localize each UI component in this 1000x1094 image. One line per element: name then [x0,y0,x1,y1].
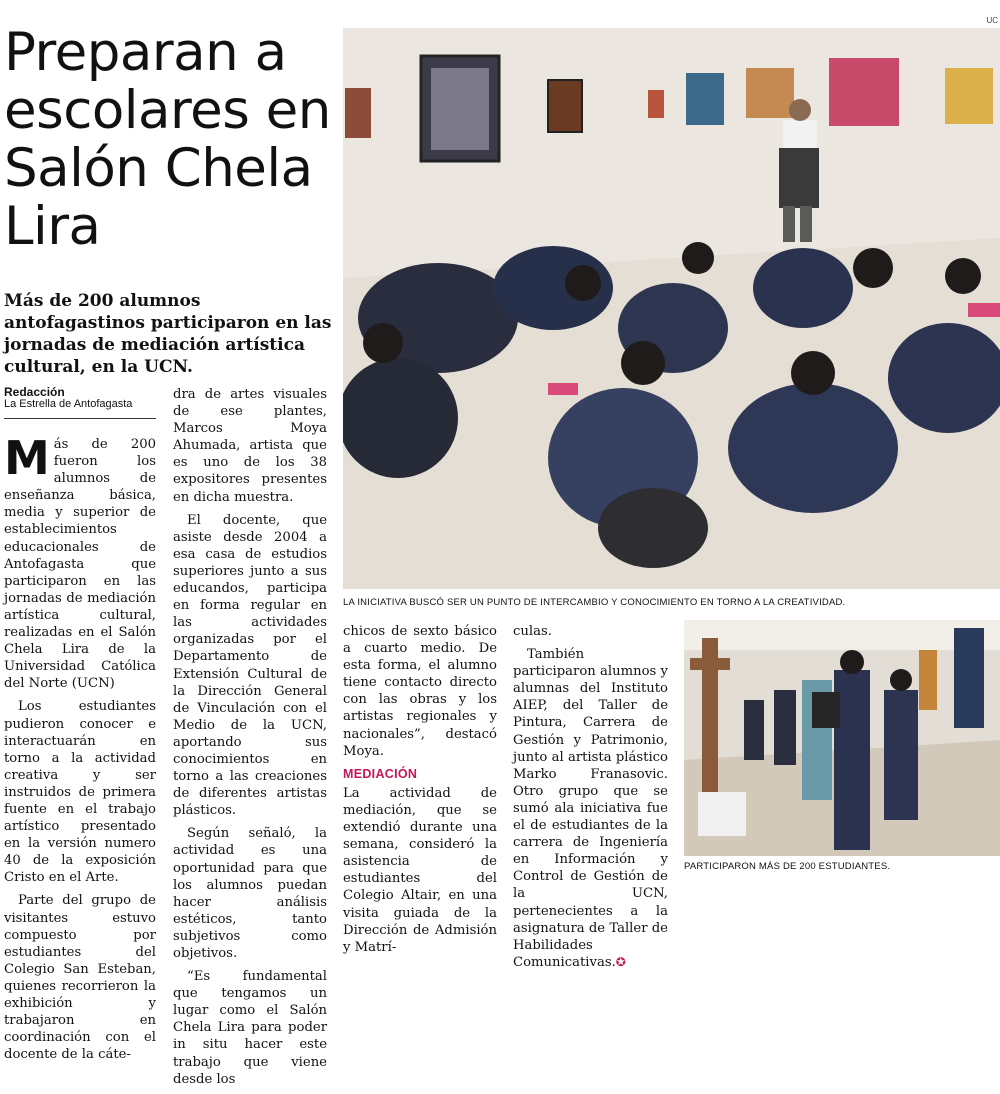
gallery-students-image [343,28,1000,589]
page-mark: UC [986,16,998,25]
article-paragraph: “Es fundamental que tengamos un lugar como el Salón Chela Lira para poder in situ hacer este trabajo que viene desde los [173,969,327,1087]
byline-divider [4,418,156,419]
article-paragraph: Más de 200 fueron los alumnos de enseñanza básica, media y superior de establecimientos educacionales de Antofagasta que participaron en las jornadas de mediación artística cultural, realizadas en el Salón Chela Lira de la Universidad Católica del Norte (UCN) [4,431,156,692]
article-paragraph: culas. [513,624,552,639]
article-column-2 [173,386,327,1094]
star-icon: ✪ [615,954,626,969]
headline: Preparan a escolares en Salón Chela Lira [4,22,331,257]
article-paragraph: Parte del grupo de visitantes estuvo compuesto por estudiantes del Colegio San Esteban, quienes recorrieron la exhibición y trabajaron en coordinación con el docente de la cáte- [4,893,156,1063]
article-column-3 [343,623,497,962]
article-paragraph: dra de artes visuales de ese plantes, Marcos Moya Ahumada, artista que es uno de los 38 expositores presentes en dicha muestra. [173,387,327,505]
article-paragraph: El docente, que asiste desde 2004 a esa casa de estudios superiores junto a sus educandos, participa en forma regular en las actividades organizadas por el Departamento de Extensión Cultural de la Dirección General de Vinculación con el Medio de la UCN, aportando sus conocimientos en torno a las creaciones de diferentes artistas plásticos. [173,512,327,819]
article-paragraph: Los estudiantes pudieron conocer e interactuarán en torno a la actividad creativa y ser instruidos de primera fuente en el trabajo artístico presentado en la versión numero 40 de la exposición Cristo en el Arte. [4,699,156,886]
main-photo-caption: LA INICIATIVA BUSCÓ SER UN PUNTO DE INTERCAMBIO Y CONOCIMIENTO EN TORNO A LA CREATIVIDAD. [343,597,846,608]
subhead: Más de 200 alumnos antofagastinos participaron en las jornadas de mediación artística cultural, en la UCN. [4,291,332,377]
article-paragraph: También participaron alumnos y alumnas del Instituto AIEP, del Taller de Pintura, Carrera de Gestión y Patrimonio, junto al artista plástico Marko Franasovic. Otro grupo que se sumó ala iniciativa fue el de estudiantes de la carrera de Ingeniería en Información y Control de Gestión de la UCN, pertenecientes a la asignatura de Taller de Habilidades Comunicativas.✪ [513,647,668,970]
article-column-1 [4,431,156,1069]
main-photo [343,28,1000,589]
article-paragraph: La actividad de mediación, que se extendió durante una semana, consideró la asistencia de estudiantes del Colegio Altair, en una visita guiada de la Dirección de Admisión y Matrí- [343,785,497,955]
dropcap: M [4,431,50,485]
article-column-4 [513,623,668,977]
byline-outlet: La Estrella de Antofagasta [4,398,133,410]
article-paragraph: chicos de sexto básico a cuarto medio. De esta forma, el alumno tiene contacto directo con las obras y los artistas regionales y nacionales”, destacó Moya. [343,624,497,759]
secondary-photo [684,620,1000,856]
byline-name: Redacción [4,385,65,399]
secondary-photo-caption: PARTICIPARON MÁS DE 200 ESTUDIANTES. [684,861,891,872]
students-walking-image [684,620,1000,856]
article-paragraph: Según señaló, la actividad es una oportunidad para que los alumnos puedan hacer análisis estéticos, tanto subjetivos como objetivos. [173,826,327,961]
section-heading: MEDIACIÓN [343,766,418,781]
